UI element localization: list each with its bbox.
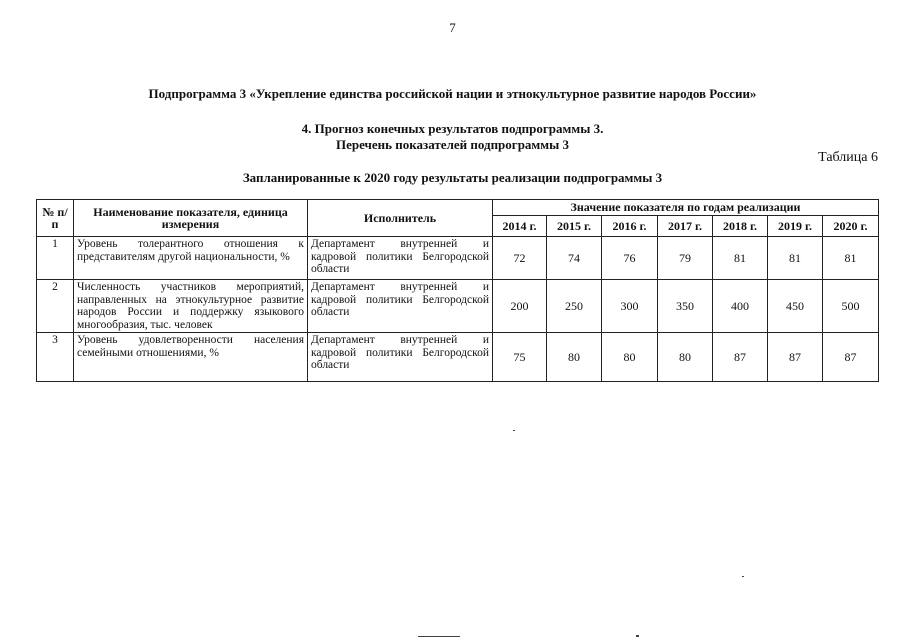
row-value: 300 [602, 280, 658, 333]
row-value: 80 [547, 333, 602, 382]
row-value: 81 [768, 237, 823, 280]
table-title: Запланированные к 2020 году результаты реализации подпрограммы 3 [242, 170, 663, 185]
scan-line [418, 636, 460, 637]
row-number: 3 [37, 333, 74, 382]
header-number: № п/п [37, 200, 74, 237]
row-executor: Департамент внутренней и кадровой политики Белгородской области [308, 333, 493, 382]
section-subtitle: Перечень показателей подпрограммы 3 [335, 137, 570, 152]
scan-speck [636, 635, 639, 637]
section-title: 4. Прогноз конечных результатов подпрограммы 3. [301, 121, 604, 136]
row-executor: Департамент внутренней и кадровой политики Белгородской области [308, 237, 493, 280]
header-year: 2019 г. [768, 215, 823, 237]
table-row [37, 237, 879, 280]
row-value: 250 [547, 280, 602, 333]
row-value: 80 [658, 333, 713, 382]
row-value: 87 [768, 333, 823, 382]
table-row [37, 280, 879, 333]
header-values-group: Значение показателя по годам реализации [493, 200, 879, 216]
row-value: 400 [713, 280, 768, 333]
row-number: 2 [37, 280, 74, 333]
row-value: 87 [713, 333, 768, 382]
table-label: Таблица 6 [818, 150, 878, 165]
row-number: 1 [37, 237, 74, 280]
header-year: 2018 г. [713, 215, 768, 237]
header-year: 2020 г. [823, 215, 879, 237]
header-year: 2017 г. [658, 215, 713, 237]
row-value: 75 [493, 333, 547, 382]
row-value: 79 [658, 237, 713, 280]
header-executor: Исполнитель [308, 200, 493, 237]
header-year: 2014 г. [493, 215, 547, 237]
row-value: 72 [493, 237, 547, 280]
header-year: 2016 г. [602, 215, 658, 237]
table-row [37, 333, 879, 382]
row-value: 450 [768, 280, 823, 333]
header-year: 2015 г. [547, 215, 602, 237]
header-indicator: Наименование показателя, единица измерения [74, 200, 308, 237]
row-value: 350 [658, 280, 713, 333]
scan-speck [513, 430, 515, 431]
row-indicator: Уровень удовлетворенности населения семейными отношениями, % [74, 333, 308, 382]
row-value: 200 [493, 280, 547, 333]
row-indicator: Численность участников мероприятий, направленных на этнокультурное развитие народов России и поддержку языкового многообразия, тыс. человек [74, 280, 308, 333]
row-value: 81 [713, 237, 768, 280]
row-executor: Департамент внутренней и кадровой политики Белгородской области [308, 280, 493, 333]
row-indicator: Уровень толерантного отношения к представителям другой национальности, % [74, 237, 308, 280]
subprogram-title: Подпрограмма 3 «Укрепление единства российской нации и этнокультурное развитие народов России» [148, 86, 757, 101]
scan-speck [742, 576, 744, 577]
row-value: 500 [823, 280, 879, 333]
row-value: 74 [547, 237, 602, 280]
row-value: 81 [823, 237, 879, 280]
page-number: 7 [449, 20, 456, 35]
row-value: 76 [602, 237, 658, 280]
row-value: 80 [602, 333, 658, 382]
results-table [36, 199, 879, 382]
row-value: 87 [823, 333, 879, 382]
